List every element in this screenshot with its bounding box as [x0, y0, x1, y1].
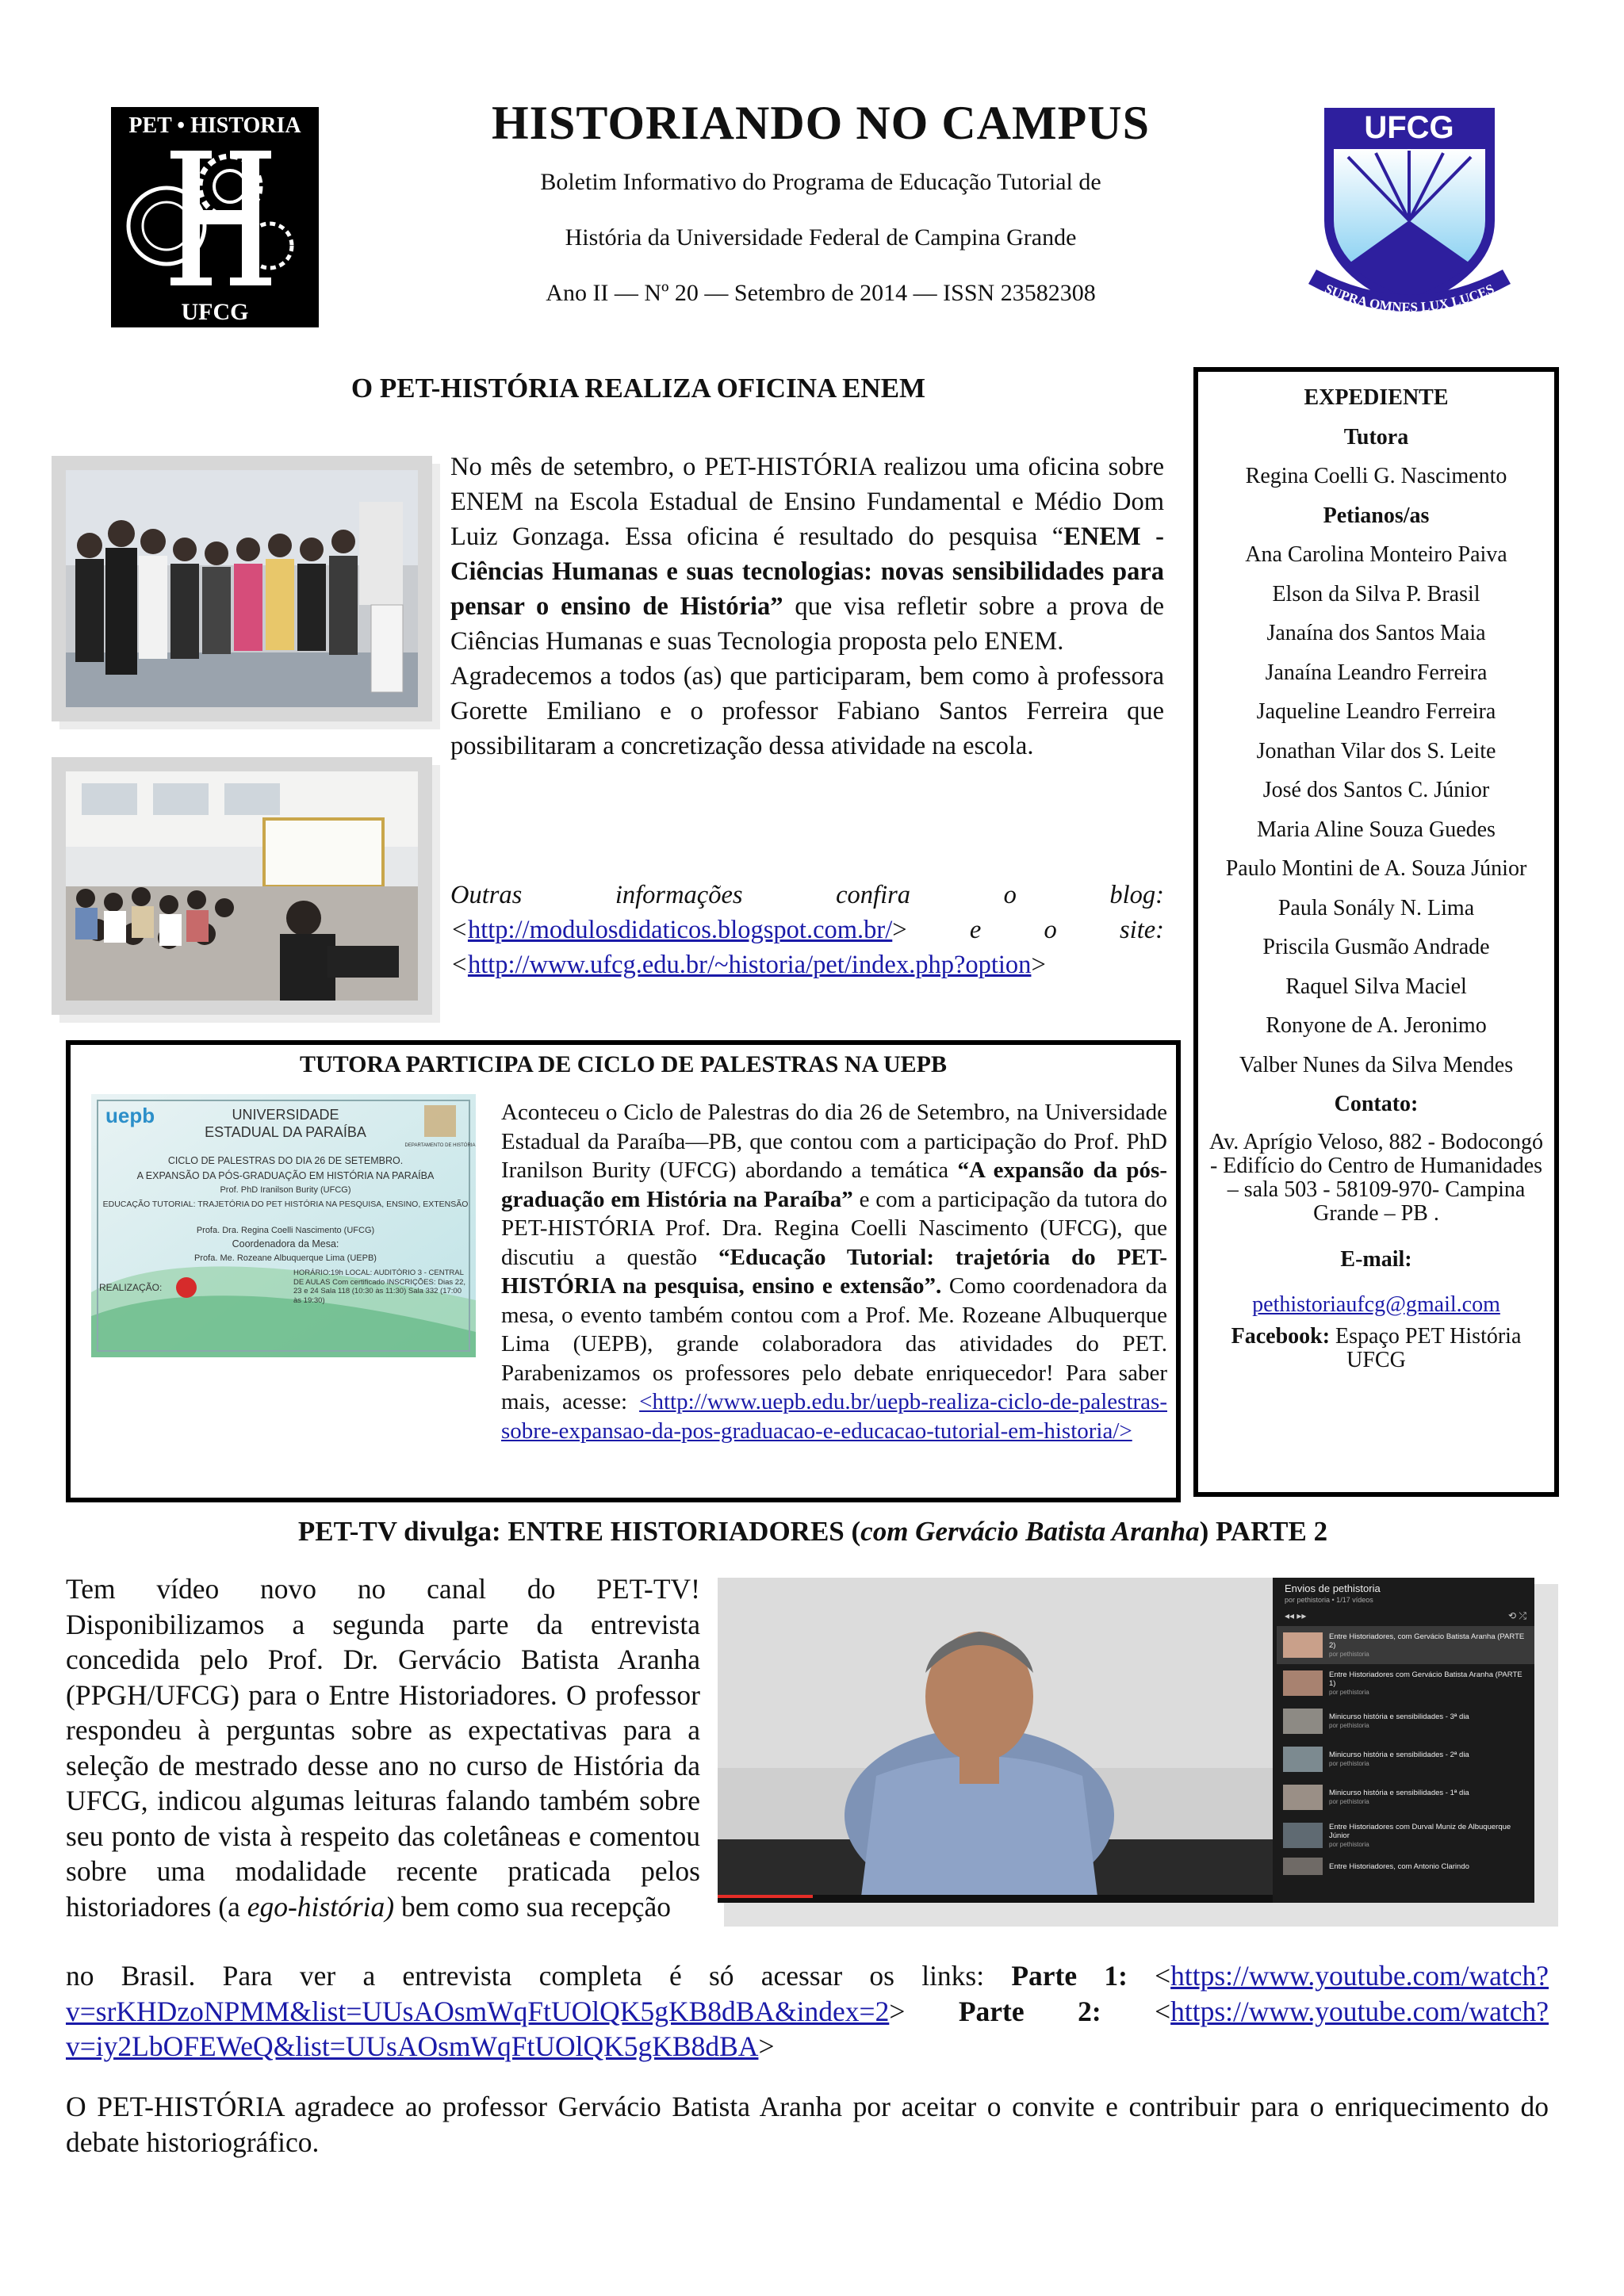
- petiano-name: Janaína dos Santos Maia: [1266, 621, 1486, 645]
- playlist-item-by: por pethistoria: [1329, 1760, 1369, 1767]
- article1-body: [450, 450, 1164, 763]
- article3-text-b: bem como sua recepção: [394, 1890, 672, 1923]
- article1-p1-bold: ENEM - Ciências Humanas e suas tecnologias: novas sensibilidades para pensar o ensino de História”: [450, 522, 1165, 621]
- playlist-item-by: por pethistoria: [1329, 1798, 1369, 1805]
- poster-line6: Coordenadora da Mesa:: [232, 1238, 339, 1249]
- article3-links: no Brasil. Para ver a entrevista completa é só acessar os links: Parte 1: <https://www.youtube.com/watch?v=srKHDzoNPMM&list=UUsAOsmWqFtUOlQK5gKB8dBA&index=2> Parte 2: <https://www.youtube.com/watch?v=iy2LbOFEWeQ&list=UUsAOsmWqFtUOlQK5gKB8dBA>: [66, 1960, 1549, 2062]
- article2-bold1: “A expansão da pós-graduação em História na Paraíba”: [501, 1158, 1167, 1212]
- article1-p1-text-b: que visa refletir sobre a prova de Ciências Humanas e suas Tecnologia proposta pelo ENEM.: [450, 592, 1165, 656]
- video-screenshot: [718, 1578, 1558, 1927]
- playlist-item-title: Entre Historiadores com Durval Muniz de Albuquerque Júnior: [1329, 1822, 1511, 1840]
- playlist-item-title: Entre Historiadores, com Gervácio Batista Aranha (PARTE 2): [1329, 1632, 1525, 1650]
- playlist-item[interactable]: [1277, 1740, 1534, 1778]
- facebook-page: Espaço PET História UFCG: [1335, 1323, 1522, 1372]
- playlist-subtitle: por pethistoria • 1/17 vídeos: [1285, 1596, 1373, 1604]
- playlist-item-by: por pethistoria: [1329, 1650, 1369, 1658]
- article2-body: [501, 1098, 1167, 1445]
- article3-thanks: O PET-HISTÓRIA agradece ao professor Gervácio Batista Aranha por aceitar o convite e contribuir para o enriquecimento do debate historiográfico.: [66, 2091, 1549, 2158]
- article1-links-text-b: e o site:: [906, 916, 1164, 944]
- poster-line1: CICLO DE PALESTRAS DO DIA 26 DE SETEMBRO.: [167, 1155, 404, 1166]
- poster-univ-line1: UNIVERSIDADE: [232, 1107, 339, 1123]
- article1-paragraph2: Agradecemos a todos (as) que participaram, bem como à professora Gorette Emiliano e o professor Fabiano Santos Ferreira que possibilitaram a concretização dessa atividade na escola.: [450, 662, 1164, 760]
- logo-ufcg-text: UFCG: [1364, 110, 1454, 145]
- facebook-label: Facebook:: [1231, 1323, 1331, 1349]
- contato-address: Av. Aprígio Veloso, 882 - Bodocongó - Edifício do Centro de Humanidades – sala 503 - 58109-970- Campina Grande – PB .: [1208, 1129, 1544, 1226]
- blog-link[interactable]: http://modulosdidaticos.blogspot.com.br/: [467, 916, 893, 944]
- petiano-name: Maria Aline Souza Guedes: [1257, 817, 1496, 842]
- tutora-name: Regina Coelli G. Nascimento: [1245, 464, 1507, 488]
- poster-line3: Prof. PhD Iranilson Burity (UFCG): [220, 1185, 351, 1195]
- playlist-item[interactable]: [1277, 1702, 1534, 1740]
- site-link[interactable]: http://www.ufcg.edu.br/~historia/pet/index.php?option: [467, 951, 1032, 979]
- poster-line2: A EXPANSÃO DA PÓS-GRADUAÇÃO EM HISTÓRIA NA PARAÍBA: [136, 1170, 435, 1181]
- petiano-name: Paula Sonály N. Lima: [1277, 895, 1475, 920]
- article3-text-a: Tem vídeo novo no canal do PET-TV! Disponibilizamos a segunda parte da entrevista concedida pelo Prof. Dr. Gervácio Batista Aranha (PPGH/UFCG) para o Entre Historiadores. O professor respondeu à perguntas sobre as expectativas para a seleção de mestrado desse ano no curso de História da UFCG, indicou algumas leituras falando também sobre seu ponto de vista à respeito das coletâneas e comentou sobre uma modalidade recente praticada pelos historiadores (a: [66, 1573, 700, 1923]
- article2-bold2: “Educação Tutorial: trajetória do PET-HISTÓRIA na pesquisa, ensino e extensão”.: [501, 1244, 1167, 1299]
- petiano-name: Raquel Silva Maciel: [1285, 974, 1467, 999]
- ufcg-shield-graphic: [1300, 101, 1519, 333]
- playlist-thumbnail: [1283, 1747, 1323, 1772]
- article3-title-a: PET-TV divulga: ENTRE HISTORIADORES (: [297, 1516, 861, 1547]
- petiano-name: Jaqueline Leandro Ferreira: [1256, 699, 1496, 724]
- poster-brand: uepb: [105, 1104, 155, 1127]
- playlist-item[interactable]: [1277, 1664, 1534, 1702]
- petiano-name: Ana Carolina Monteiro Paiva: [1245, 542, 1507, 567]
- petianos-list: [1198, 535, 1554, 1085]
- logo-ufcg-motto: SUPRA OMNES LUX LUCES: [1322, 281, 1497, 316]
- playlist-thumbnail: [1283, 1823, 1323, 1848]
- playlist-item-title: Entre Historiadores, com Antonio Clarindo: [1329, 1862, 1469, 1871]
- masthead: [373, 91, 1269, 321]
- article1-links: Outras informações confira o blog: <http://modulosdidaticos.blogspot.com.br/> e o site: <http://www.ufcg.edu.br/~historia/pet/index.php?option>: [450, 881, 1164, 979]
- playlist-thumbnail: [1283, 1858, 1323, 1875]
- pet-historia-logo-graphic: [111, 107, 319, 327]
- petiano-name: Valber Nunes da Silva Mendes: [1239, 1052, 1514, 1077]
- issue-info: Ano II — Nº 20 — Setembro de 2014 — ISSN 23582308: [546, 280, 1096, 306]
- poster-univ-line2: ESTADUAL DA PARAÍBA: [205, 1124, 366, 1140]
- article3-title-italic: com Gervácio Batista Aranha: [860, 1516, 1200, 1547]
- playlist-panel: [1277, 1578, 1534, 1903]
- petiano-name: José dos Santos C. Júnior: [1262, 778, 1490, 802]
- playlist-thumbnail: [1283, 1709, 1323, 1734]
- tutora-label: Tutora: [1343, 424, 1409, 450]
- newsletter-title: HISTORIANDO NO CAMPUS: [492, 97, 1150, 149]
- article3-body: [66, 1571, 700, 1924]
- logo-pet-bottom-text: UFCG: [181, 299, 249, 325]
- petiano-name: Elson da Silva P. Brasil: [1272, 581, 1480, 607]
- email-label: E-mail:: [1340, 1246, 1412, 1272]
- playlist-item-by: por pethistoria: [1329, 1840, 1369, 1848]
- playlist-item[interactable]: [1277, 1626, 1534, 1664]
- expediente-heading: EXPEDIENTE: [1304, 385, 1449, 410]
- playlist-item[interactable]: [1277, 1778, 1534, 1816]
- poster-dept: DEPARTAMENTO DE HISTÓRIA: [404, 1143, 476, 1148]
- poster-realizacao: REALIZAÇÃO:: [99, 1282, 163, 1293]
- playlist-controls: [1277, 1605, 1534, 1626]
- playlist-title: Envios de pethistoria: [1285, 1582, 1381, 1594]
- petiano-name: Priscila Gusmão Andrade: [1262, 935, 1490, 959]
- article3-title: [63, 1516, 1562, 1548]
- classroom-photo: [52, 757, 432, 1015]
- petiano-name: Ronyone de A. Jeronimo: [1266, 1013, 1487, 1038]
- article3-title-b: ) PARTE 2: [1199, 1516, 1328, 1547]
- article2-text-c: Como coordenadora da mesa, o evento também contou com a Prof. Me. Rozeane Albuquerque Lima (UEPB), grande colaboradora das atividades do PET. Parabenizamos os professores pelo debate enriquecedor! Para saber mais, acesse:: [501, 1273, 1167, 1414]
- petiano-name: Paulo Montini de A. Souza Júnior: [1225, 856, 1527, 881]
- article1-links-text-a: Outras informações confira o blog:: [450, 881, 1164, 909]
- part2-label: Parte 2:: [958, 1995, 1101, 2027]
- playlist-item-by: por pethistoria: [1329, 1688, 1369, 1696]
- petianos-label: Petianos/as: [1323, 503, 1430, 528]
- part2-link[interactable]: https://www.youtube.com/watch?v=iy2LbOFEWeQ&list=UUsAOsmWqFtUOlQK5gKB8dBA: [66, 1995, 1549, 2062]
- playlist-thumbnail: [1283, 1670, 1323, 1696]
- uepb-link[interactable]: <http://www.uepb.edu.br/uepb-realiza-ciclo-de-palestras-sobre-expansao-da-pos-graduacao-e-educacao-tutorial-em-historia/>: [501, 1389, 1167, 1444]
- article3-text-italic: ego-história): [247, 1890, 395, 1923]
- event-poster-image: [91, 1094, 476, 1357]
- playlist-item[interactable]: [1277, 1854, 1534, 1878]
- newsletter-subtitle-line2: História da Universidade Federal de Campina Grande: [565, 224, 1077, 251]
- part1-label: Parte 1:: [1011, 1960, 1128, 1992]
- article1-paragraph1: [450, 450, 1164, 659]
- article2-title: TUTORA PARTICIPA DE CICLO DE PALESTRAS NA UEPB: [299, 1051, 948, 1077]
- group-photo: [52, 456, 432, 721]
- poster-line5: Profa. Dra. Regina Coelli Nascimento (UFCG): [196, 1226, 375, 1235]
- playlist-item-title: Minicurso história e sensibilidades - 1ª dia: [1329, 1789, 1469, 1797]
- article1-p1-text-a: No mês de setembro, o PET-HISTÓRIA realizou uma oficina sobre ENEM na Escola Estadual de Ensino Fundamental e Médio Dom Luiz Gonzaga. Essa oficina é resultado do pesquisa “: [450, 453, 1164, 551]
- expediente-box: [1193, 367, 1559, 1497]
- newsletter-subtitle-line1: Boletim Informativo do Programa de Educação Tutorial de: [540, 169, 1101, 195]
- article2-text-b: e com a participação da tutora do PET-HISTÓRIA Prof. Dra. Regina Coelli Nascimento (UFCG), que discutiu a questão: [501, 1186, 1167, 1270]
- playlist-prev-next-icon[interactable]: ◂◂ ▸▸: [1285, 1610, 1307, 1621]
- logo-pet-top-text: PET • HISTORIA: [128, 113, 301, 138]
- poster-line7: Profa. Me. Rozeane Albuquerque Lima (UEPB): [194, 1253, 377, 1263]
- group-photo-image: [66, 470, 418, 707]
- poster-line4: EDUCAÇÃO TUTORIAL: TRAJETÓRIA DO PET HISTÓRIA NA PESQUISA, ENSINO, EXTENSÃO: [102, 1200, 469, 1209]
- playlist-item-title: Minicurso história e sensibilidades - 3ª dia: [1329, 1712, 1469, 1721]
- pet-historia-logo: [111, 107, 319, 327]
- article1-title: O PET-HISTÓRIA REALIZA OFICINA ENEM: [350, 373, 926, 404]
- petiano-name: Jonathan Vilar dos S. Leite: [1256, 738, 1496, 763]
- facebook-line: [1198, 1325, 1554, 1372]
- playlist-item-title: Entre Historiadores com Gervácio Batista Aranha (PARTE 1): [1329, 1670, 1522, 1688]
- ufcg-logo: [1300, 101, 1519, 333]
- poster-details: HORÁRIO:19h LOCAL: AUDITÓRIO 3 - CENTRAL DE AULAS Com certificado INSCRIÇÕES: Dias 22, 23 e 24 Sala 118 (10:30 às 11:30) Sala 332 (17:00 às 19:30): [293, 1269, 465, 1305]
- petiano-name: Janaína Leandro Ferreira: [1265, 660, 1488, 685]
- article3-links-text: no Brasil. Para ver a entrevista completa é só acessar os links:: [66, 1960, 1012, 1992]
- playlist-item[interactable]: [1277, 1816, 1534, 1854]
- article2-text-a: Aconteceu o Ciclo de Palestras do dia 26 de Setembro, na Universidade Estadual da Paraíba—PB, que contou com a participação do Prof. PhD Iranilson Burity (UFCG) abordando a temática: [501, 1100, 1167, 1183]
- part1-link[interactable]: https://www.youtube.com/watch?v=srKHDzoNPMM&list=UUsAOsmWqFtUOlQK5gKB8dBA&index=2: [66, 1960, 1549, 2027]
- playlist-repeat-shuffle-icon[interactable]: ⟲ ⤮: [1508, 1609, 1526, 1621]
- contato-label: Contato:: [1334, 1092, 1419, 1116]
- event-poster: [91, 1094, 476, 1357]
- playlist-item-by: por pethistoria: [1329, 1722, 1369, 1729]
- playlist-thumbnail: [1283, 1785, 1323, 1810]
- classroom-photo-image: [66, 771, 418, 1001]
- playlist-item-title: Minicurso história e sensibilidades - 2ª dia: [1329, 1751, 1469, 1759]
- playlist-thumbnail: [1283, 1632, 1323, 1658]
- email-link[interactable]: pethistoriaufcg@gmail.com: [1252, 1292, 1500, 1317]
